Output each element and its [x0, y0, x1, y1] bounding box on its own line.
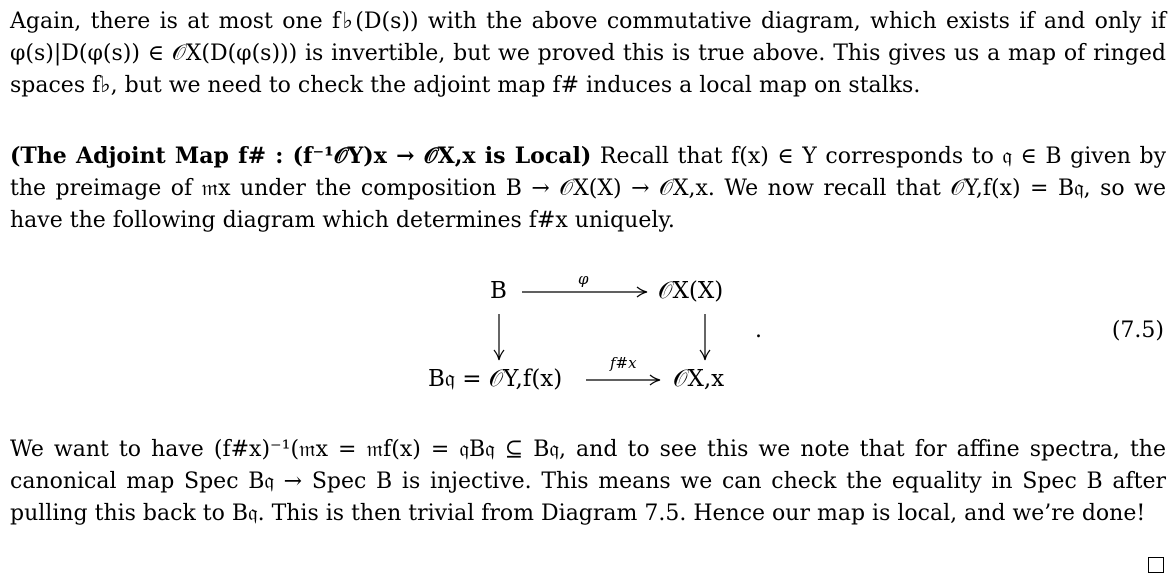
- paragraph-2: [10, 140, 1166, 237]
- node-bottom-right: 𝒪X,x: [673, 366, 725, 392]
- paragraph-1-text: Again, there is at most one f♭(D(s)) with the above commutative diagram, which exists if and only if φ(s)|D(φ(s)) ∈ 𝒪X(D(φ(s))) is invertible, but we proved this is true above. This gives us a map of ringed spaces f♭, but we need to check the adjoint map f# induces a local map on stalks.: [10, 9, 1166, 98]
- label-f-sharp-x: f#x: [610, 354, 637, 372]
- node-top-left: B: [490, 278, 507, 304]
- diagram-period: .: [755, 318, 762, 343]
- equation-number: (7.5): [1111, 318, 1164, 343]
- qed-box: [1148, 557, 1164, 573]
- label-phi: φ: [578, 270, 589, 288]
- node-bottom-left: B𝔮 = 𝒪Y,f(x): [428, 366, 563, 392]
- paragraph-3: [10, 434, 1166, 530]
- commutative-diagram: [0, 262, 1174, 412]
- node-top-right: 𝒪X(X): [658, 278, 724, 304]
- paragraph-1: [10, 6, 1166, 102]
- paragraph-3-text: We want to have (f#x)⁻¹(𝔪x = 𝔪f(x) = 𝔮B𝔮 ⊆ B𝔮, and to see this we note that for affine spectra, the canonical map Spec B𝔮 → Spec B is injective. This means we can check the equality in Spec B after pulling this back to B𝔮. This is then trivial from Diagram 7.5. Hence our map is local, and we’re done!: [10, 437, 1166, 526]
- paragraph-2-text: Recall that f(x) ∈ Y corresponds to 𝔮 ∈ B given by the preimage of 𝔪x under the composition B → 𝒪X(X) → 𝒪X,x. We now recall that 𝒪Y,f(x) = B𝔮, so we have the following diagram which determines f#x uniquely.: [10, 144, 1167, 233]
- section-heading: (The Adjoint Map f# : (f⁻¹𝒪Y)x → 𝒪X,x is Local): [10, 143, 592, 169]
